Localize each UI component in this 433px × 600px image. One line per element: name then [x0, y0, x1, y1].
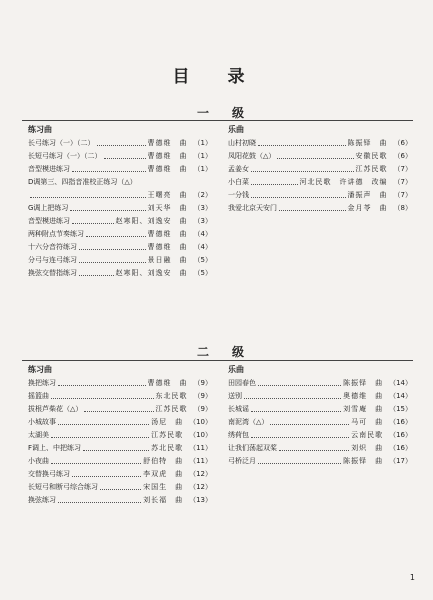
level-2-number: 二: [197, 345, 210, 359]
toc-entry[interactable]: [28, 390, 212, 403]
level-2-exercises: [28, 364, 212, 507]
entry-title: 我爱北京天安门: [228, 204, 277, 212]
toc-entry[interactable]: [28, 403, 212, 416]
entry-page: （7）: [393, 191, 412, 199]
entry-page: （3）: [193, 204, 212, 212]
dot-leader: [72, 223, 114, 224]
entry-page: （9）: [193, 405, 212, 413]
toc-entry[interactable]: [28, 455, 212, 468]
dot-leader: [244, 398, 341, 399]
entry-title: 送别: [228, 392, 242, 400]
toc-entry[interactable]: [228, 429, 412, 442]
entry-author: 曹德维 曲: [147, 243, 188, 251]
entry-page: （15）: [389, 405, 412, 413]
page-title: 目 录: [172, 67, 261, 87]
entry-page: （5）: [193, 269, 212, 277]
dot-leader: [251, 437, 349, 438]
entry-page: （9）: [193, 379, 212, 387]
entry-author: 景日融 曲: [147, 256, 188, 264]
entry-page: （5）: [193, 256, 212, 264]
dot-leader: [104, 158, 146, 159]
entry-title: G调上把练习: [28, 204, 69, 212]
entry-title: 田园春色: [228, 379, 256, 387]
dot-leader: [279, 450, 349, 451]
toc-entry[interactable]: [28, 202, 212, 215]
entry-page: （11）: [189, 444, 212, 452]
toc-entry[interactable]: [28, 137, 212, 150]
toc-entry[interactable]: [28, 254, 212, 267]
dot-leader: [258, 385, 341, 386]
entry-title: F调上、中把练习: [28, 444, 82, 452]
entry-title: 交替换弓练习: [28, 470, 70, 478]
entry-page: （13）: [189, 496, 212, 504]
entry-title: 小夜曲: [28, 457, 49, 465]
dot-leader: [279, 210, 346, 211]
entry-title: 小白菜: [228, 178, 249, 186]
dot-leader: [51, 398, 154, 399]
level-2-pieces: [228, 364, 412, 468]
entry-title: 两种附点节奏练习: [28, 230, 84, 238]
dot-leader: [258, 463, 341, 464]
exercises-header: 练习曲: [28, 365, 52, 374]
level-1-suffix: 级: [232, 106, 245, 120]
entry-page: （1）: [193, 152, 212, 160]
entry-page: （17）: [389, 457, 412, 465]
exercises-header: 练习曲: [28, 125, 52, 134]
pieces-header: 乐曲: [228, 125, 244, 134]
entry-page: （14）: [389, 392, 412, 400]
level-2-rule: [22, 360, 413, 361]
entry-author: 刘炽 曲: [351, 444, 384, 452]
entry-author: 刘长福 曲: [143, 496, 184, 504]
dot-leader: [251, 184, 298, 185]
dot-leader: [30, 197, 146, 198]
entry-title: 长短弓和断弓综合练习: [28, 483, 98, 491]
entry-page: （7）: [393, 165, 412, 173]
dot-leader: [97, 145, 146, 146]
toc-entry[interactable]: [228, 403, 412, 416]
dot-leader: [277, 158, 353, 159]
toc-entry[interactable]: [28, 163, 212, 176]
toc-entry[interactable]: [228, 150, 412, 163]
toc-entry[interactable]: [28, 241, 212, 254]
dot-leader: [51, 463, 141, 464]
entry-author: 金月苓 曲: [347, 204, 388, 212]
entry-title: 长城谣: [228, 405, 249, 413]
toc-entry[interactable]: [28, 442, 212, 455]
toc-entry[interactable]: [28, 429, 212, 442]
entry-author: 赵寒阳、刘逸安 曲: [115, 217, 188, 225]
toc-entry[interactable]: [228, 390, 412, 403]
entry-author: 刘雪庵 曲: [343, 405, 384, 413]
dot-leader: [100, 489, 141, 490]
entry-page: （9）: [193, 392, 212, 400]
pieces-header: 乐曲: [228, 365, 244, 374]
dot-leader: [58, 424, 149, 425]
dot-leader: [70, 210, 145, 211]
entry-author: 陈振铎 曲: [343, 457, 384, 465]
entry-author: 李双虎 曲: [143, 470, 184, 478]
entry-page: （10）: [189, 418, 212, 426]
entry-page: （8）: [393, 204, 412, 212]
entry-title: 摇篮曲: [28, 392, 49, 400]
toc-entry[interactable]: [228, 163, 412, 176]
level-1-exercises: [28, 124, 212, 280]
toc-entry[interactable]: [228, 137, 412, 150]
dot-leader: [258, 145, 346, 146]
entry-author: 潘振声 曲: [347, 191, 388, 199]
entry-author: 江苏民歌: [155, 405, 188, 413]
entry-author: 马可 曲: [351, 418, 384, 426]
toc-entry[interactable]: [28, 468, 212, 481]
toc-entry[interactable]: [228, 189, 412, 202]
entry-page: （4）: [193, 243, 212, 251]
entry-title: 十六分音符练习: [28, 243, 77, 251]
entry-title: 小城故事: [28, 418, 56, 426]
entry-author: 江苏民歌: [355, 165, 388, 173]
toc-entry[interactable]: [228, 176, 412, 189]
toc-entry[interactable]: [28, 176, 212, 202]
dot-leader: [84, 411, 153, 412]
toc-entry[interactable]: [28, 150, 212, 163]
entry-title: 让我们荡起双桨: [228, 444, 277, 452]
toc-entry[interactable]: [28, 494, 212, 507]
level-1-pieces: [228, 124, 412, 215]
entry-title: 换把练习: [28, 379, 56, 387]
entry-page: （12）: [189, 483, 212, 491]
entry-title: D调第三、四指音准校正练习（△）: [28, 178, 137, 186]
entry-page: （16）: [389, 431, 412, 439]
entry-author: 曹德维 曲: [147, 152, 188, 160]
entry-page: （1）: [193, 139, 212, 147]
dot-leader: [72, 476, 141, 477]
entry-author: 安徽民歌: [355, 152, 388, 160]
entry-author: 曹德维 曲: [147, 230, 188, 238]
dot-leader: [86, 236, 146, 237]
dot-leader: [79, 275, 114, 276]
toc-entry[interactable]: [28, 377, 212, 390]
entry-author: 苏北民歌: [151, 444, 184, 452]
entry-page: （16）: [389, 444, 412, 452]
toc-entry[interactable]: [28, 416, 212, 429]
entry-title: 太湖美: [28, 431, 49, 439]
toc-entry[interactable]: [228, 455, 412, 468]
dot-leader: [58, 385, 146, 386]
entry-title: 绣荷包: [228, 431, 249, 439]
entry-author: 舒伯特 曲: [143, 457, 184, 465]
entry-author: 东北民歌: [155, 392, 188, 400]
entry-title: 音型模进练习: [28, 217, 70, 225]
entry-author: 曹德维 曲: [147, 379, 188, 387]
dot-leader: [83, 450, 149, 451]
entry-author: 江苏民歌: [151, 431, 184, 439]
toc-entry[interactable]: [228, 442, 412, 455]
entry-title: 一分钱: [228, 191, 249, 199]
entry-title: 长弓练习（一）（二）: [28, 139, 95, 147]
dot-leader: [79, 249, 146, 250]
entry-page: （16）: [389, 418, 412, 426]
entry-page: （3）: [193, 217, 212, 225]
entry-title: 凤阳花鼓（△）: [228, 152, 276, 160]
entry-page: （12）: [189, 470, 212, 478]
dot-leader: [51, 437, 149, 438]
entry-title: 拔根芦柴花（△）: [28, 405, 83, 413]
entry-author: 赵寒阳、刘逸安 曲: [115, 269, 188, 277]
entry-title: 弓桥泛月: [228, 457, 256, 465]
dot-leader: [270, 424, 349, 425]
dot-leader: [79, 262, 146, 263]
dot-leader: [251, 197, 346, 198]
entry-title: 换弦练习: [28, 496, 56, 504]
entry-author: 陈振铎 曲: [343, 379, 384, 387]
toc-entry[interactable]: [228, 416, 412, 429]
level-1-number: 一: [197, 106, 210, 120]
dot-leader: [251, 171, 354, 172]
entry-title: 换弦交替指练习: [28, 269, 77, 277]
entry-title: 孟姜女: [228, 165, 249, 173]
entry-page: （10）: [189, 431, 212, 439]
toc-entry[interactable]: [228, 202, 412, 215]
toc-entry[interactable]: [28, 215, 212, 228]
entry-author: 刘天华 曲: [147, 204, 188, 212]
entry-title: 音型模进练习: [28, 165, 70, 173]
entry-page: （7）: [393, 178, 412, 186]
entry-page: （2）: [193, 191, 212, 199]
entry-author: 河北民歌 许讲德 改编: [299, 178, 388, 186]
entry-page: （4）: [193, 230, 212, 238]
entry-author: 曹德维 曲: [147, 165, 188, 173]
entry-author: 云南民歌: [351, 431, 384, 439]
entry-author: 奥德维 曲: [343, 392, 384, 400]
toc-entry[interactable]: [28, 267, 212, 280]
entry-page: （6）: [393, 152, 412, 160]
level-1-rule: [22, 120, 413, 121]
level-2-suffix: 级: [232, 345, 245, 359]
entry-author: 宋国生 曲: [143, 483, 184, 491]
dot-leader: [251, 411, 341, 412]
entry-page: （11）: [189, 457, 212, 465]
entry-title: 长短弓练习（一）（二）: [28, 152, 102, 160]
entry-page: （14）: [389, 379, 412, 387]
page-number: 1: [409, 573, 415, 582]
toc-entry[interactable]: [28, 481, 212, 494]
entry-page: （6）: [393, 139, 412, 147]
entry-author: 曹德维 曲: [147, 139, 188, 147]
toc-entry[interactable]: [28, 228, 212, 241]
entry-author: 汤尼 曲: [151, 418, 184, 426]
dot-leader: [72, 171, 146, 172]
entry-author: 陈振铎 曲: [347, 139, 388, 147]
entry-page: （1）: [193, 165, 212, 173]
toc-entry[interactable]: [228, 377, 412, 390]
entry-title: 分弓与连弓练习: [28, 256, 77, 264]
entry-title: 山村初晓: [228, 139, 256, 147]
entry-title: 南泥湾（△）: [228, 418, 269, 426]
entry-author: 王曙亮 曲: [147, 191, 188, 199]
dot-leader: [58, 502, 141, 503]
